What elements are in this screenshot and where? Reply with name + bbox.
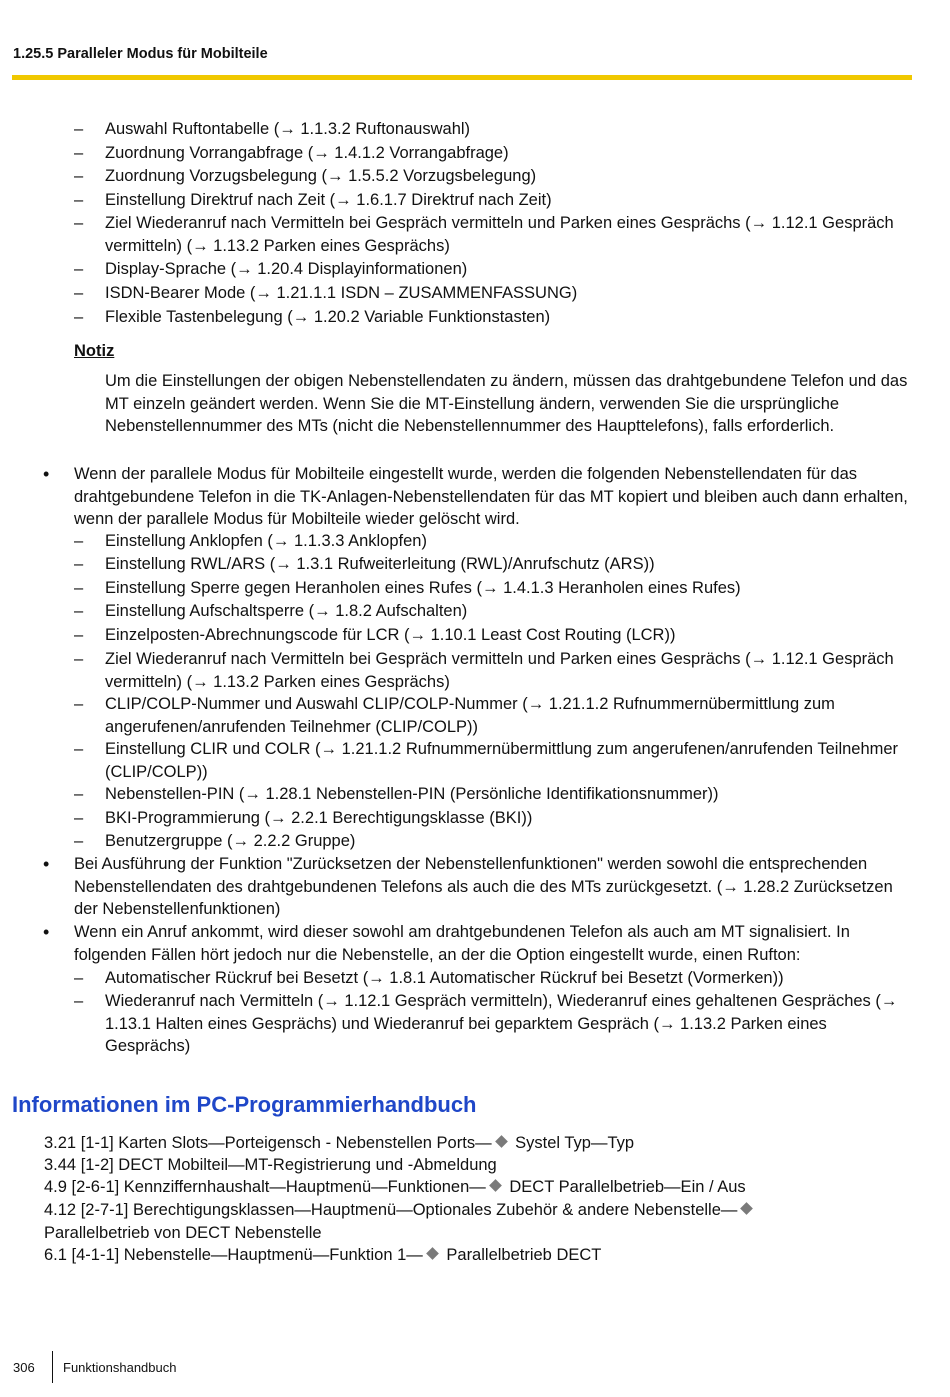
header-rule xyxy=(12,75,912,80)
list-item: – Benutzergruppe (→ 2.2.2 Gruppe) xyxy=(74,832,356,850)
diamond-icon xyxy=(741,1202,754,1215)
diamond-icon xyxy=(489,1179,502,1192)
list-item: – Einstellung Direktruf nach Zeit (→ 1.6.1.7 Direktruf nach Zeit) xyxy=(74,191,552,209)
list-item: – Einstellung CLIR und COLR (→ 1.21.1.2 Rufnummernübermittlung zum angerufenen/anrufenden Teilnehmer (CLIP/COLP)) xyxy=(74,740,899,781)
list-item: – Zuordnung Vorzugsbelegung (→ 1.5.5.2 Vorzugsbelegung) xyxy=(74,167,537,185)
list-item: – Einzelposten-Abrechnungscode für LCR (→ 1.10.1 Least Cost Routing (LCR)) xyxy=(74,626,676,644)
list-item: – Nebenstellen-PIN (→ 1.28.1 Nebenstellen-PIN (Persönliche Identifikationsnummer)) xyxy=(74,785,719,803)
reference-item: 6.1 [4-1-1] Nebenstelle—Hauptmenü—Funktion 1— Parallelbetrieb DECT xyxy=(44,1246,602,1264)
list-item: – Zuordnung Vorrangabfrage (→ 1.4.1.2 Vorrangabfrage) xyxy=(74,144,509,162)
diamond-icon xyxy=(495,1135,508,1148)
list-item: – Ziel Wiederanruf nach Vermitteln bei Gespräch vermitteln und Parken eines Gesprächs (→ 1.12.1 Gespräch vermitteln) (→ 1.13.2 Parken eines Gesprächs) xyxy=(74,650,894,691)
list-item: – ISDN-Bearer Mode (→ 1.21.1.1 ISDN – ZUSAMMENFASSUNG) xyxy=(74,284,578,302)
list-item: – Auswahl Ruftontabelle (→ 1.1.3.2 Ruftonauswahl) xyxy=(74,120,471,138)
reference-item: 4.12 [2-7-1] Berechtigungsklassen—Hauptmenü—Optionales Zubehör & andere Nebenstelle— Parallelbetrieb von DECT Nebenstelle xyxy=(44,1199,904,1244)
list-item: – Flexible Tastenbelegung (→ 1.20.2 Variable Funktionstasten) xyxy=(74,308,551,326)
footer-title: Funktionshandbuch xyxy=(63,1360,177,1375)
bullet-item: • Wenn ein Anruf ankommt, wird dieser sowohl am drahtgebundenen Telefon als auch am MT signalisiert. In folgenden Fällen hört jedoch nur die Nebenstelle, an der die Option eingestellt wurde, einen Rufton: xyxy=(43,922,850,964)
diamond-icon xyxy=(426,1247,439,1260)
page-number: 306 xyxy=(13,1360,35,1375)
reference-item: 3.21 [1-1] Karten Slots—Porteigensch - Nebenstellen Ports— Systel Typ—Typ xyxy=(44,1134,635,1152)
list-item: – BKI-Programmierung (→ 2.2.1 Berechtigungsklasse (BKI)) xyxy=(74,809,533,827)
bullet-item: • Bei Ausführung der Funktion "Zurücksetzen der Nebenstellenfunktionen" werden sowohl die entsprechenden Nebenstellendaten des drahtgebundenen Telefons als auch die des MTs zurückgesetzt. (→ 1.28.2 Zurücksetzen der Nebenstellenfunktionen) xyxy=(43,854,893,918)
reference-item: 4.9 [2-6-1] Kennziffernhaushalt—Hauptmenü—Funktionen— DECT Parallelbetrieb—Ein / Aus xyxy=(44,1178,746,1196)
list-item: – Einstellung Sperre gegen Heranholen eines Rufes (→ 1.4.1.3 Heranholen eines Rufes) xyxy=(74,579,741,597)
list-item: – Automatischer Rückruf bei Besetzt (→ 1.8.1 Automatischer Rückruf bei Besetzt (Vormerken)) xyxy=(74,969,784,987)
list-item: – CLIP/COLP-Nummer und Auswahl CLIP/COLP-Nummer (→ 1.21.1.2 Rufnummernübermittlung zum angerufenen/anrufenden Teilnehmer (CLIP/COLP)) xyxy=(74,695,835,736)
list-item: – Einstellung Anklopfen (→ 1.1.3.3 Anklopfen) xyxy=(74,532,427,550)
list-item: – Ziel Wiederanruf nach Vermitteln bei Gespräch vermitteln und Parken eines Gesprächs (→ 1.12.1 Gespräch vermitteln) (→ 1.13.2 Parken eines Gesprächs) xyxy=(74,214,894,255)
list-item: – Display-Sprache (→ 1.20.4 Displayinformationen) xyxy=(74,260,468,278)
list-item: – Einstellung RWL/ARS (→ 1.3.1 Rufweiterleitung (RWL)/Anrufschutz (ARS)) xyxy=(74,555,655,573)
section-title: Informationen im PC-Programmierhandbuch xyxy=(12,1092,477,1117)
section-header: 1.25.5 Paralleler Modus für Mobilteile xyxy=(13,46,268,62)
note-label: Notiz xyxy=(74,342,115,360)
reference-item: 3.44 [1-2] DECT Mobilteil—MT-Registrierung und -Abmeldung xyxy=(44,1156,497,1174)
bullet-item: • Wenn der parallele Modus für Mobilteile eingestellt wurde, werden die folgenden Nebenstellendaten für das drahtgebundene Telefon in die TK-Anlagen-Nebenstellendaten für das MT kopiert und bleiben auch dann erhalten, wenn der parallele Modus für Mobilteile wieder gelöscht wird. xyxy=(43,464,908,528)
list-item: – Einstellung Aufschaltsperre (→ 1.8.2 Aufschalten) xyxy=(74,602,468,620)
list-item: – Wiederanruf nach Vermitteln (→ 1.12.1 Gespräch vermitteln), Wiederanruf eines gehaltenen Gespräches (→ 1.13.1 Halten eines Gesprächs) und Wiederanruf bei geparktem Gespräch (→ 1.13.2 Parken eines Gesprächs) xyxy=(74,992,898,1055)
footer-divider xyxy=(52,1351,53,1383)
note-text: Um die Einstellungen der obigen Nebenstellendaten zu ändern, müssen das drahtgebundene Telefon und das MT einzeln geändert werden. Wenn Sie die MT-Einstellung ändern, verwenden Sie die ursprüngliche Nebenstellennummer des MTs (nicht die Nebenstellennummer des Haupttelefons), falls erforderlich. xyxy=(105,372,908,435)
